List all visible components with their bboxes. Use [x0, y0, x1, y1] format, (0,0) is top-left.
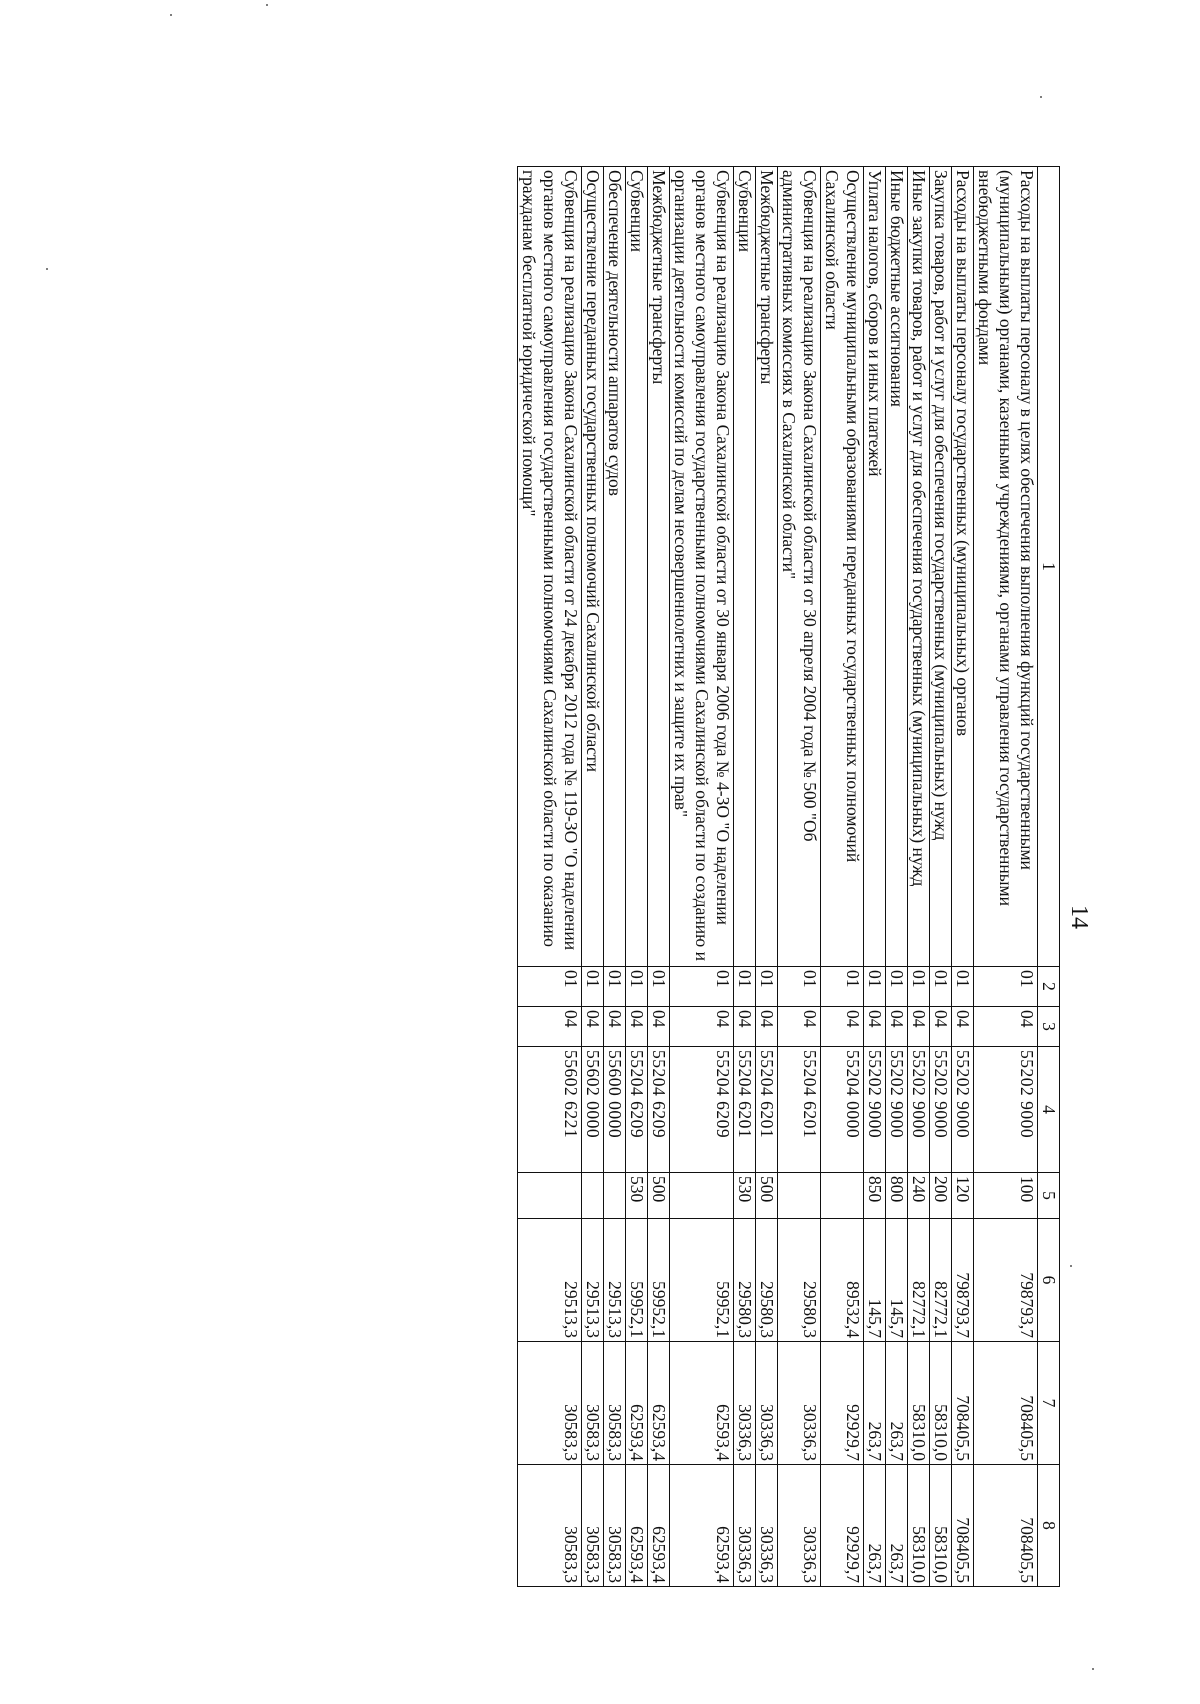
value-col8: 708405,5	[974, 1465, 1038, 1587]
value-col6: 29513,3	[518, 1219, 582, 1342]
value-col6: 59952,1	[648, 1219, 670, 1342]
subsection-code: 04	[518, 1007, 582, 1047]
row-name: Субвенция на реализацию Закона Сахалинской области от 30 апреля 2004 года № 500 "Об административных комиссиях в Сахалинской области"	[778, 167, 821, 967]
row-name: Субвенция на реализацию Закона Сахалинской области от 30 января 2006 года № 4-ЗО "О наделении органов местного самоуправления государственными полномочиями Сахалинской области по созданию и организации деятельности комиссий по делам несовершеннолетних и защите их прав"	[670, 167, 734, 967]
section-code: 01	[626, 967, 648, 1007]
scan-speck	[1040, 96, 1042, 98]
expense-type-code	[670, 1173, 734, 1219]
value-col7: 30336,3	[778, 1342, 821, 1465]
section-code: 01	[864, 967, 886, 1007]
row-name: Осуществление переданных государственных полномочий Сахалинской области	[582, 167, 604, 967]
table-row	[626, 167, 648, 1587]
subsection-code: 04	[930, 1007, 952, 1047]
target-article-code: 55202 9000	[908, 1047, 930, 1173]
target-article-code: 55204 6209	[648, 1047, 670, 1173]
subsection-code: 04	[908, 1007, 930, 1047]
value-col8: 30336,3	[756, 1465, 778, 1587]
expense-type-code: 100	[974, 1173, 1038, 1219]
expense-type-code: 530	[626, 1173, 648, 1219]
value-col8: 263,7	[864, 1465, 886, 1587]
row-name: Иные бюджетные ассигнования	[886, 167, 908, 967]
value-col7: 30336,3	[756, 1342, 778, 1465]
value-col8: 92929,7	[821, 1465, 864, 1587]
table-row	[582, 167, 604, 1587]
target-article-code: 55202 9000	[974, 1047, 1038, 1173]
target-article-code: 55202 9000	[952, 1047, 974, 1173]
value-col6: 82772,1	[908, 1219, 930, 1342]
table-row	[886, 167, 908, 1587]
subsection-code: 04	[974, 1007, 1038, 1047]
subsection-code: 04	[582, 1007, 604, 1047]
section-code: 01	[734, 967, 756, 1007]
target-article-code: 55204 6209	[626, 1047, 648, 1173]
subsection-code: 04	[864, 1007, 886, 1047]
scan-speck	[170, 14, 172, 16]
value-col7: 58310,0	[908, 1342, 930, 1465]
target-article-code: 55202 9000	[930, 1047, 952, 1173]
expense-type-code: 240	[908, 1173, 930, 1219]
subsection-code: 04	[886, 1007, 908, 1047]
table-row	[778, 167, 821, 1587]
subsection-code: 04	[648, 1007, 670, 1047]
row-name: Закупка товаров, работ и услуг для обеспечения государственных (муниципальных) нужд	[930, 167, 952, 967]
value-col7: 30583,3	[518, 1342, 582, 1465]
value-col6: 29580,3	[734, 1219, 756, 1342]
scan-speck	[1070, 1265, 1072, 1267]
row-name: Расходы на выплаты персоналу государственных (муниципальных) органов	[952, 167, 974, 967]
target-article-code: 55204 0000	[821, 1047, 864, 1173]
value-col6: 82772,1	[930, 1219, 952, 1342]
scan-speck	[1092, 1668, 1094, 1670]
value-col7: 708405,5	[974, 1342, 1038, 1465]
subsection-code: 04	[734, 1007, 756, 1047]
budget-table	[517, 166, 1060, 1587]
row-name: Расходы на выплаты персоналу в целях обеспечения выполнения функций государственными (муниципальными) органами, казенными учреждениями, органами управления государственными внебюджетными фондами	[974, 167, 1038, 967]
header-row	[1038, 167, 1060, 1587]
header-cell: 3	[1038, 1007, 1060, 1047]
value-col7: 92929,7	[821, 1342, 864, 1465]
value-col6: 145,7	[886, 1219, 908, 1342]
expense-type-code: 530	[734, 1173, 756, 1219]
page-number: 14	[1066, 905, 1092, 929]
header-cell: 1	[1038, 167, 1060, 967]
value-col7: 30583,3	[582, 1342, 604, 1465]
subsection-code: 04	[626, 1007, 648, 1047]
header-cell: 7	[1038, 1342, 1060, 1465]
section-code: 01	[756, 967, 778, 1007]
row-name: Субвенции	[626, 167, 648, 967]
table-row	[821, 167, 864, 1587]
value-col6: 29580,3	[778, 1219, 821, 1342]
value-col7: 30583,3	[604, 1342, 626, 1465]
rotated-page	[50, 166, 1060, 1586]
row-name: Межбюджетные трансферты	[756, 167, 778, 967]
value-col7: 263,7	[864, 1342, 886, 1465]
table-row	[734, 167, 756, 1587]
target-article-code: 55602 0000	[582, 1047, 604, 1173]
target-article-code: 55602 6221	[518, 1047, 582, 1173]
target-article-code: 55204 6209	[670, 1047, 734, 1173]
table-row	[604, 167, 626, 1587]
value-col7: 62593,4	[648, 1342, 670, 1465]
value-col6: 798793,7	[952, 1219, 974, 1342]
value-col7: 708405,5	[952, 1342, 974, 1465]
value-col8: 30336,3	[734, 1465, 756, 1587]
table-row	[648, 167, 670, 1587]
table-row	[756, 167, 778, 1587]
value-col6: 89532,4	[821, 1219, 864, 1342]
subsection-code: 04	[604, 1007, 626, 1047]
value-col8: 30583,3	[582, 1465, 604, 1587]
target-article-code: 55600 0000	[604, 1047, 626, 1173]
value-col8: 62593,4	[670, 1465, 734, 1587]
expense-type-code: 500	[756, 1173, 778, 1219]
header-cell: 8	[1038, 1465, 1060, 1587]
target-article-code: 55202 9000	[864, 1047, 886, 1173]
value-col8: 30336,3	[778, 1465, 821, 1587]
value-col6: 59952,1	[626, 1219, 648, 1342]
target-article-code: 55204 6201	[734, 1047, 756, 1173]
value-col6: 798793,7	[974, 1219, 1038, 1342]
section-code: 01	[582, 967, 604, 1007]
expense-type-code	[518, 1173, 582, 1219]
section-code: 01	[930, 967, 952, 1007]
subsection-code: 04	[778, 1007, 821, 1047]
table-row	[952, 167, 974, 1587]
row-name: Субвенции	[734, 167, 756, 967]
value-col8: 30583,3	[604, 1465, 626, 1587]
expense-type-code: 120	[952, 1173, 974, 1219]
expense-type-code: 850	[864, 1173, 886, 1219]
scan-speck	[46, 268, 48, 270]
table-row	[518, 167, 582, 1587]
expense-type-code: 800	[886, 1173, 908, 1219]
value-col8: 30583,3	[518, 1465, 582, 1587]
row-name: Обеспечение деятельности аппаратов судов	[604, 167, 626, 967]
row-name: Субвенция на реализацию Закона Сахалинской области от 24 декабря 2012 года № 119-ЗО "О наделении органов местного самоуправления государственными полномочиями Сахалинской области по оказанию гражданам бесплатной юридической помощи"	[518, 167, 582, 967]
expense-type-code: 200	[930, 1173, 952, 1219]
expense-type-code	[582, 1173, 604, 1219]
value-col8: 263,7	[886, 1465, 908, 1587]
header-cell: 5	[1038, 1173, 1060, 1219]
expense-type-code	[604, 1173, 626, 1219]
value-col8: 62593,4	[626, 1465, 648, 1587]
subsection-code: 04	[670, 1007, 734, 1047]
value-col6: 29513,3	[604, 1219, 626, 1342]
section-code: 01	[604, 967, 626, 1007]
value-col6: 145,7	[864, 1219, 886, 1342]
row-name: Иные закупки товаров, работ и услуг для обеспечения государственных (муниципальных) нужд	[908, 167, 930, 967]
header-cell: 6	[1038, 1219, 1060, 1342]
value-col6: 29580,3	[756, 1219, 778, 1342]
section-code: 01	[670, 967, 734, 1007]
value-col8: 62593,4	[648, 1465, 670, 1587]
row-name: Уплата налогов, сборов и иных платежей	[864, 167, 886, 967]
target-article-code: 55204 6201	[756, 1047, 778, 1173]
section-code: 01	[908, 967, 930, 1007]
section-code: 01	[886, 967, 908, 1007]
row-name: Межбюджетные трансферты	[648, 167, 670, 967]
value-col8: 708405,5	[952, 1465, 974, 1587]
table-row	[974, 167, 1038, 1587]
table-row	[908, 167, 930, 1587]
section-code: 01	[821, 967, 864, 1007]
scan-speck	[266, 4, 268, 6]
section-code: 01	[952, 967, 974, 1007]
section-code: 01	[518, 967, 582, 1007]
expense-type-code	[778, 1173, 821, 1219]
target-article-code: 55202 9000	[886, 1047, 908, 1173]
table-row	[864, 167, 886, 1587]
value-col7: 62593,4	[626, 1342, 648, 1465]
header-cell: 2	[1038, 967, 1060, 1007]
value-col8: 58310,0	[908, 1465, 930, 1587]
row-name: Осуществление муниципальными образованиями переданных государственных полномочий Сахалинской области	[821, 167, 864, 967]
target-article-code: 55204 6201	[778, 1047, 821, 1173]
table-row	[930, 167, 952, 1587]
value-col8: 58310,0	[930, 1465, 952, 1587]
header-cell: 4	[1038, 1047, 1060, 1173]
value-col6: 59952,1	[670, 1219, 734, 1342]
subsection-code: 04	[821, 1007, 864, 1047]
value-col7: 263,7	[886, 1342, 908, 1465]
subsection-code: 04	[952, 1007, 974, 1047]
value-col7: 58310,0	[930, 1342, 952, 1465]
section-code: 01	[778, 967, 821, 1007]
value-col7: 62593,4	[670, 1342, 734, 1465]
subsection-code: 04	[756, 1007, 778, 1047]
expense-type-code: 500	[648, 1173, 670, 1219]
section-code: 01	[974, 967, 1038, 1007]
section-code: 01	[648, 967, 670, 1007]
value-col7: 30336,3	[734, 1342, 756, 1465]
expense-type-code	[821, 1173, 864, 1219]
value-col6: 29513,3	[582, 1219, 604, 1342]
table-row	[670, 167, 734, 1587]
